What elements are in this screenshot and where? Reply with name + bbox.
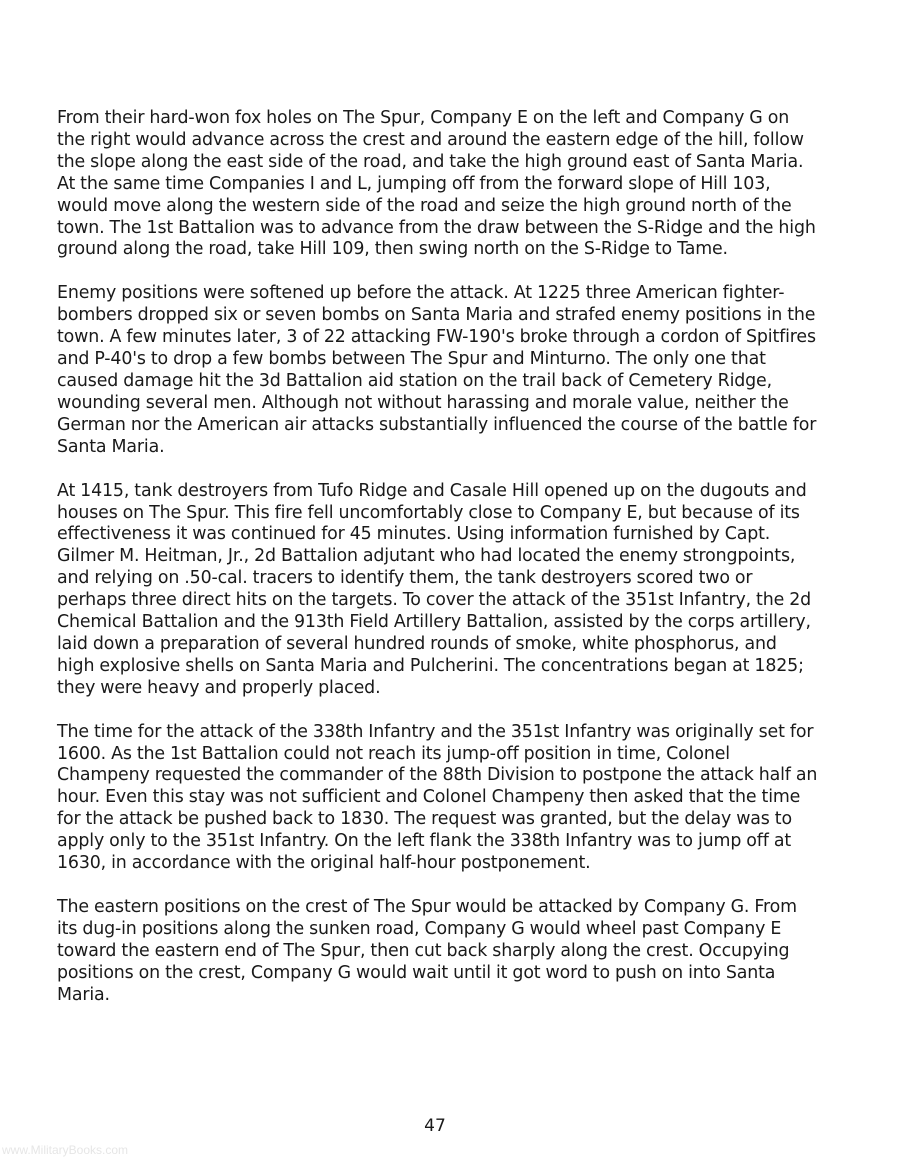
page-body	[57, 108, 819, 1029]
page-number: 47	[424, 1116, 446, 1136]
watermark: www.MilitaryBooks.com	[2, 1143, 129, 1157]
paragraph-1: From their hard-won fox holes on The Spur, Company E on the left and Company G on the right would advance across the crest and around the eastern edge of the hill, follow the slope along the east side of the road, and take the high ground east of Santa Maria. At the same time Companies I and L, jumping off from the forward slope of Hill 103, would move along the western side of the road and seize the high ground north of the town. The 1st Battalion was to advance from the draw between the S-Ridge and the high ground along the road, take Hill 109, then swing north on the S-Ridge to Tame.	[57, 108, 816, 260]
paragraph-4: The time for the attack of the 338th Infantry and the 351st Infantry was originally set for 1600. As the 1st Battalion could not reach its jump-off position in time, Colonel Champeny requested the commander of the 88th Division to postpone the attack half an hour. Even this stay was not sufficient and Colonel Champeny then asked that the time for the attack be pushed back to 1830. The request was granted, but the delay was to apply only to the 351st Infantry. On the left flank the 338th Infantry was to jump off at 1630, in accordance with the original half-hour postponement.	[57, 721, 818, 874]
paragraph-2: Enemy positions were softened up before the attack. At 1225 three American fighter-bombers dropped six or seven bombs on Santa Maria and strafed enemy positions in the town. A few minutes later, 3 of 22 attacking FW-190's broke through a cordon of Spitfires and P-40's to drop a few bombs between The Spur and Minturno. The only one that caused damage hit the 3d Battalion aid station on the trail back of Cemetery Ridge, wounding several men. Although not without harassing and morale value, neither the German nor the American air attacks substantially influenced the course of the battle for Santa Maria.	[57, 283, 817, 457]
paragraph-5: The eastern positions on the crest of The Spur would be attacked by Company G. From its dug-in positions along the sunken road, Company G would wheel past Company E toward the eastern end of The Spur, then cut back sharply along the crest. Occupying positions on the crest, Company G would wait until it got word to push on into Santa Maria.	[57, 897, 797, 1005]
paragraph-3: At 1415, tank destroyers from Tufo Ridge and Casale Hill opened up on the dugouts and houses on The Spur. This fire fell uncomfortably close to Company E, but because of its effectiveness it was continued for 45 minutes. Using information furnished by Capt. Gilmer M. Heitman, Jr., 2d Battalion adjutant who had located the enemy strongpoints, and relying on .50-cal. tracers to identify them, the tank destroyers scored two or perhaps three direct hits on the targets. To cover the attack of the 351st Infantry, the 2d Chemical Battalion and the 913th Field Artillery Battalion, assisted by the corps artillery, laid down a preparation of several hundred rounds of smoke, white phosphorus, and high explosive shells on Santa Maria and Pulcherini. The concentrations began at 1825; they were heavy and properly placed.	[57, 480, 812, 698]
